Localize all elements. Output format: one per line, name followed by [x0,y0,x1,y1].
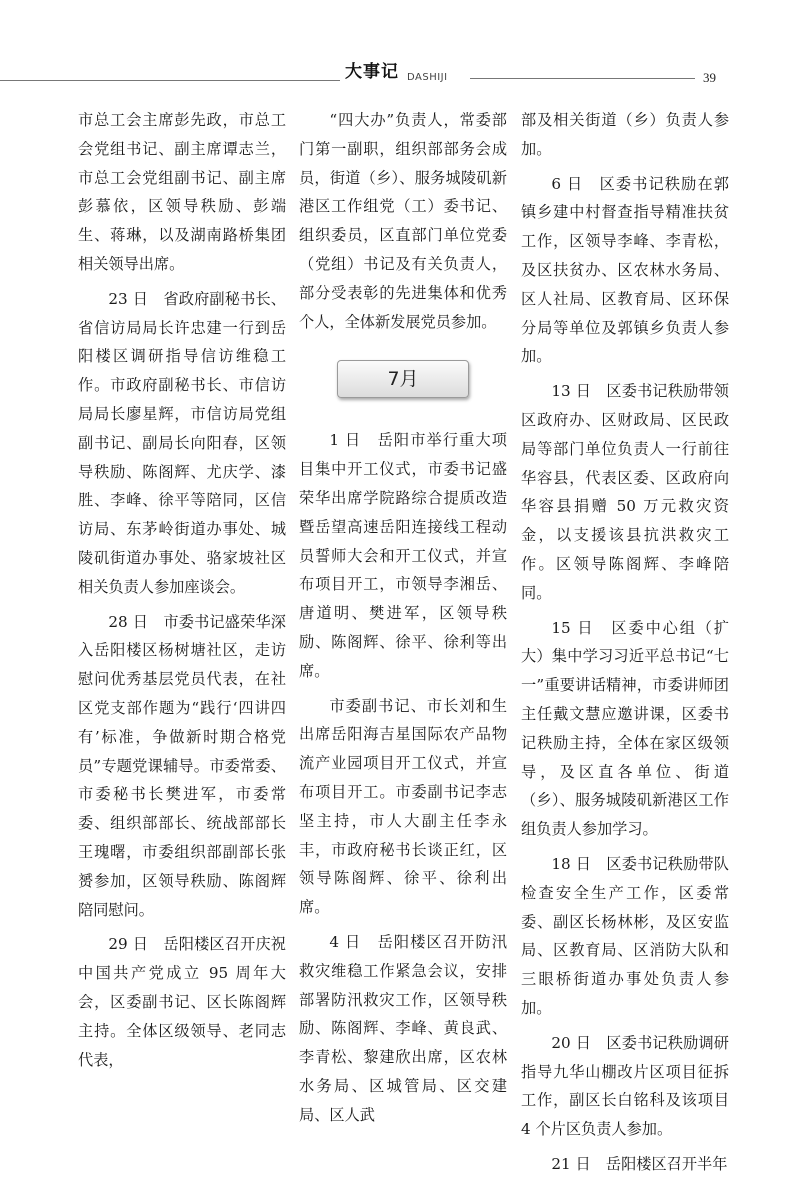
paragraph: 28 日 市委书记盛荣华深入岳阳楼区杨树塘社区，走访慰问优秀基层党员代表，在社区党支部作题为“践行‘四讲四有’标准，争做新时期合格党员”专题党课辅导。市委常委、市委秘书长樊进军，市委常委、组织部部长、统战部部长王瑰曙，市委组织部副部长张赟参加，区领导秩励、陈阁辉陪同慰问。 [78,612,286,919]
paragraph: 21 日 岳阳楼区召开半年 [551,1154,728,1173]
paragraph: 市委副书记、市长刘和生出席岳阳海吉星国际农产品物流产业园项目开工仪式，并宣布项目开工。市委副书记李志坚主持，市人大副主任李永丰，市政府秘书长谈正红，区领导陈阁辉、徐平、徐利出席。 [299,696,507,917]
paragraph: “四大办”负责人，常委部门第一副职，组织部部务会成员，街道（乡）、服务城陵矶新港区工作组党（工）委书记、组织委员，区直部门单位党委（党组）书记及有关负责人，部分受表彰的先进集体和优秀个人，全体新发展党员参加。 [299,111,507,331]
paragraph: 1 日 岳阳市举行重大项目集中开工仪式，市委书记盛荣华出席学院路综合提质改造暨岳望高速岳阳连接线工程动员誓师大会和开工仪式，并宣布项目开工，市领导李湘岳、唐道明、樊进军，区领导秩励、陈阁辉、徐平、徐利等出席。 [299,431,507,680]
column-1 [78,106,286,1080]
section-subtitle: DASHIJI [407,72,448,83]
paragraph: 6 日 区委书记秩励在郭镇乡建中村督查指导精准扶贫工作，区领导李峰、李青松，及区扶贫办、区农林水务局、区人社局、区教育局、区环保分局等单位及郭镇乡负责人参加。 [521,174,729,366]
section-title: 大事记 [345,62,399,82]
paragraph: 20 日 区委书记秩励调研指导九华山棚改片区项目征拆工作，副区长白铭科及该项目 4 个片区负责人参加。 [521,1033,729,1139]
paragraph: 23 日 省政府副秘书长、省信访局局长许忠建一行到岳阳楼区调研指导信访维稳工作。市政府副秘书长、市信访局局长廖星辉，市信访局党组副书记、副局长向阳春，区领导秩励、陈阁辉、尤庆学、漆胜、李峰、徐平等陪同，区信访局、东茅岭街道办事处、城陵矶街道办事处、骆家坡社区相关负责人参加座谈会。 [78,289,286,596]
paragraph: 部及相关街道（乡）负责人参加。 [521,111,729,158]
page-number: 39 [703,70,716,85]
paragraph: 市总工会主席彭先政，市总工会党组书记、副主席谭志兰，市总工会党组副书记、副主席彭慕依，区领导秩励、彭端生、蒋琳，以及湖南路桥集团相关领导出席。 [78,111,286,273]
month-heading: 7月 [337,360,469,398]
header-rule-right [470,78,695,79]
header-rule-left [0,80,340,81]
page-header [0,0,793,100]
paragraph: 4 日 岳阳楼区召开防汛救灾维稳工作紧急会议，安排部署防汛救灾工作，区领导秩励、陈阁辉、李峰、黄良武、李青松、黎建欣出席，区农林水务局、区城管局、区交建局、区人武 [299,932,507,1124]
column-2 [299,106,507,1136]
paragraph: 15 日 区委中心组（扩大）集中学习习近平总书记“七一”重要讲话精神，市委讲师团主任戴文慧应邀讲课，区委书记秩励主持，全体在家区级领导，及区直各单位、街道（乡）、服务城陵矶新港区工作组负责人参加学习。 [521,618,729,839]
paragraph: 29 日 岳阳楼区召开庆祝中国共产党成立 95 周年大会，区委副书记、区长陈阁辉主持。全体区级领导、老同志代表， [78,935,286,1069]
paragraph: 18 日 区委书记秩励带队检查安全生产工作，区委常委、副区长杨林彬，及区安监局、区教育局、区消防大队和三眼桥街道办事处负责人参加。 [521,854,729,1017]
paragraph: 13 日 区委书记秩励带领区政府办、区财政局、区民政局等部门单位负责人一行前往华容县，代表区委、区政府向华容县捐赠 50 万元救灾资金，以支援该县抗洪救灾工作。区领导陈阁辉、李峰陪同。 [521,382,729,602]
column-3 [521,106,729,1185]
